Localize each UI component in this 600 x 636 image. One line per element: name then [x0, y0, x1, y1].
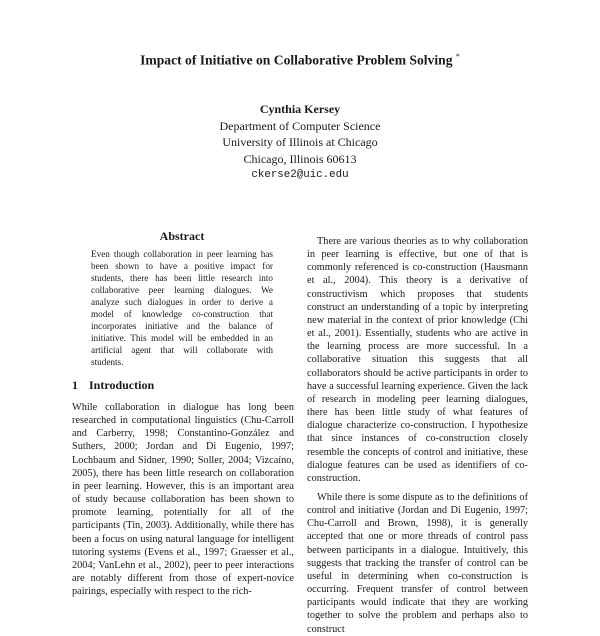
- author-city: Chicago, Illinois 60613: [243, 151, 357, 166]
- author-department: Department of Computer Science: [219, 118, 381, 133]
- author-name: Cynthia Kersey: [259, 102, 341, 116]
- section-title: Introduction: [89, 378, 155, 392]
- abstract-text: Even though collaboration in peer learning has been shown to have a positive impact for students, there has been little research into collaborative peer learning dialogues. We analyze such dialogues in order to derive a model of knowledge co-construction that incorporates initiative and the balance of initiative. This model will be embedded in an artificial agent that will collaborate with students.: [91, 249, 273, 367]
- paper-title-text: Impact of Initiative on Collaborative Problem Solving: [140, 52, 453, 68]
- right-column-body: [307, 235, 528, 636]
- intro-paragraph-1: While collaboration in dialogue has long been researched in computational linguistics (Chu-Carroll and Carberry, 1998; Constantino-González and Suthers, 2000; Jordan and Di Eugenio, 1997; Lochbaum and Sidner, 1990; Soller, 2004; Vizcaíno, 2005), there has been little research on collaboration in peer learning. However, this is an important area of study because collaboration has been shown to promote learning, potentially for all of the participants (Tin, 2003). Additionally, while there has been a focus on using natural language for intelligent tutoring systems (Evens et al., 1997; Graesser et al., 2004; VanLehn et al., 2002), peer to peer interactions are notably different from those of expert-novice pairings, especially with respect to the rich-: [72, 402, 294, 598]
- author-block: [0, 101, 600, 184]
- abstract-heading: Abstract: [159, 229, 205, 243]
- section-number: 1: [72, 378, 78, 392]
- intro-paragraph-3: While there is some dispute as to the definitions of control and initiative (Jordan and Di Eugenio, 1997; Chu-Carroll and Brown, 1998), it is generally accepted that one or more threads of control pass between participants in a dialogue. Intuitively, this suggests that tracking the transfer of control can be useful in determining when co-construction is occurring. Frequent transfer of control between participants would indicate that they are working together to solve the problem and perhaps also to construct: [307, 491, 528, 635]
- author-email: ckerse2@uic.edu: [251, 169, 349, 181]
- left-column-body: [72, 401, 294, 598]
- paper-title: [0, 52, 600, 69]
- intro-paragraph-2: There are various theories as to why collaboration in peer learning is effective, but one of that is commonly referenced is co-construction (Hausmann et al., 2004). This theory is a derivative of constructivism which proposes that students construct an understanding of a topic by interpreting new material in the context of prior knowledge (Chi et al., 2001). Essentially, students who are active in the learning process are more successful. In a collaborative situation this suggests that all collaborators should be active participants in order to have a successful learning experience. Given the lack of research in modeling peer learning dialogues, there has been little study of what features of dialogue characterize co-construction. I hypothesize that since instances of co-construction closely resemble the concepts of control and initiative, these dialogue features can be used as identifiers of co-construction.: [307, 236, 528, 484]
- section-heading-introduction: [72, 378, 154, 393]
- author-university: University of Illinois at Chicago: [222, 135, 378, 149]
- title-footnote-marker: *: [455, 52, 460, 61]
